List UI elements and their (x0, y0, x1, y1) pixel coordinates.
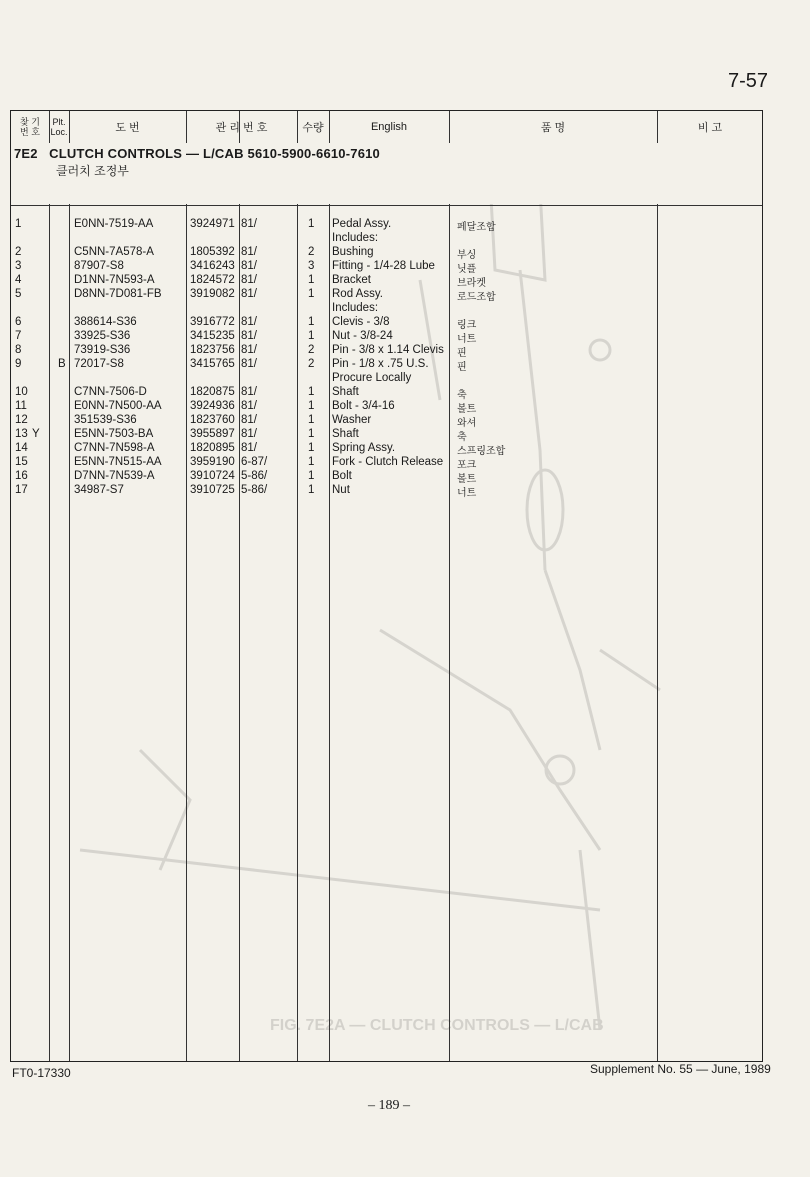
table-row (10, 456, 763, 470)
cell-date: 81/ (241, 246, 257, 258)
cell-date: 81/ (241, 400, 257, 412)
cell-idx: 5 (15, 288, 22, 300)
cell-part: C5NN-7A578-A (74, 246, 154, 258)
cell-qty: 3 (308, 260, 315, 272)
cell-english: Pin - 1/8 x .75 U.S. (332, 358, 429, 370)
cell-qty: 1 (308, 456, 315, 468)
supplement-note: Supplement No. 55 — June, 1989 (590, 1062, 771, 1076)
cell-mgmt: 1823760 (190, 414, 235, 426)
cell-part: D8NN-7D081-FB (74, 288, 162, 300)
cell-part: C7NN-7N598-A (74, 442, 155, 454)
header-mgmt-no: 관 리 번 호 (215, 122, 268, 134)
cell-english: Includes: (332, 232, 379, 244)
cell-date: 81/ (241, 260, 257, 272)
section-title (14, 146, 380, 161)
cell-english: Bracket (332, 274, 371, 286)
cell-date: 81/ (241, 428, 257, 440)
cell-idx: 8 (15, 344, 22, 356)
cell-qty: 1 (308, 330, 315, 342)
cell-date: 81/ (241, 316, 257, 328)
header-qty: 수량 (302, 122, 324, 134)
table-row (10, 386, 763, 400)
cell-mgmt: 3924971 (190, 218, 235, 230)
cell-mgmt: 3959190 (190, 456, 235, 468)
cell-mgmt: 3924936 (190, 400, 235, 412)
cell-english: Bolt (332, 470, 352, 482)
cell-korean: 볼트 (457, 404, 477, 415)
table-row (10, 344, 763, 358)
cell-english: Bolt - 3/4-16 (332, 400, 395, 412)
cell-date: 81/ (241, 274, 257, 286)
cell-idx: 13 (15, 428, 28, 440)
cell-part: 351539-S36 (74, 414, 137, 426)
table-row (10, 428, 763, 442)
cell-mgmt: 1823756 (190, 344, 235, 356)
cell-part: C7NN-7506-D (74, 386, 147, 398)
cell-qty: 1 (308, 288, 315, 300)
table-row (10, 372, 763, 386)
section-title-text: CLUTCH CONTROLS — L/CAB 5610-5900-6610-7610 (49, 146, 380, 161)
cell-korean: 와셔 (457, 418, 477, 429)
table-row (10, 400, 763, 414)
cell-korean: 로드조합 (457, 292, 496, 303)
cell-idx: 10 (15, 386, 28, 398)
cell-korean: 볼트 (457, 474, 477, 485)
table-row (10, 218, 763, 232)
cell-date: 5-86/ (241, 470, 268, 482)
table-row (10, 470, 763, 484)
cell-qty: 1 (308, 386, 315, 398)
cell-qty: 1 (308, 442, 315, 454)
cell-date: 6-87/ (241, 456, 268, 468)
cell-date: 81/ (241, 386, 257, 398)
cell-mgmt: 3416243 (190, 260, 235, 272)
cell-qty: 1 (308, 316, 315, 328)
cell-part: D7NN-7N539-A (74, 470, 155, 482)
cell-idx: 11 (15, 400, 27, 412)
cell-idx: 14 (15, 442, 28, 454)
cell-date: 81/ (241, 288, 257, 300)
cell-english: Fitting - 1/4-28 Lube (332, 260, 435, 272)
cell-english: Shaft (332, 386, 359, 398)
cell-idx: 2 (15, 246, 22, 258)
table-row (10, 316, 763, 330)
cell-part: 34987-S7 (74, 484, 124, 496)
cell-part: E0NN-7519-AA (74, 218, 154, 230)
cell-english: Fork - Clutch Release (332, 456, 444, 468)
cell-english: Clevis - 3/8 (332, 316, 390, 328)
cell-korean: 축 (457, 390, 467, 401)
cell-korean: 포크 (457, 460, 477, 471)
cell-mgmt: 3919082 (190, 288, 235, 300)
cell-mgmt: 1824572 (190, 274, 235, 286)
cell-part: E0NN-7N500-AA (74, 400, 162, 412)
page-number-top: 7-57 (728, 70, 769, 92)
cell-part: 73919-S36 (74, 344, 131, 356)
header-korean: 품 명 (540, 122, 566, 134)
cell-english: Procure Locally (332, 372, 412, 384)
cell-qty: 1 (308, 414, 315, 426)
header-english: English (370, 121, 408, 133)
cell-qty: 2 (308, 358, 315, 370)
cell-part: 388614-S36 (74, 316, 137, 328)
table-row (10, 302, 763, 316)
cell-english: Includes: (332, 302, 379, 314)
cell-qty: 2 (308, 246, 315, 258)
cell-english: Nut - 3/8-24 (332, 330, 393, 342)
cell-korean: 브라켓 (457, 278, 486, 289)
cell-date: 5-86/ (241, 484, 268, 496)
cell-qty: 2 (308, 344, 315, 356)
table-row (10, 288, 763, 302)
table-row (10, 274, 763, 288)
header-index: 찾 기 번 호 (20, 117, 40, 137)
cell-part: E5NN-7503-BA (74, 428, 154, 440)
cell-idx: 12 (15, 414, 28, 426)
cell-korean: 스프링조합 (457, 446, 506, 457)
cell-idx: 16 (15, 470, 28, 482)
cell-english: Washer (332, 414, 372, 426)
cell-idx: 17 (15, 484, 28, 496)
cell-part: E5NN-7N515-AA (74, 456, 162, 468)
cell-mgmt: 3415765 (190, 358, 235, 370)
section-subtitle: 클러치 조정부 (56, 164, 129, 178)
cell-loc: B (58, 358, 66, 370)
cell-date: 81/ (241, 358, 257, 370)
table-row (10, 232, 763, 246)
cell-part: D1NN-7N593-A (74, 274, 155, 286)
cell-mgmt: 1820895 (190, 442, 235, 454)
cell-qty: 1 (308, 400, 315, 412)
table-row (10, 330, 763, 344)
cell-date: 81/ (241, 414, 257, 426)
cell-korean: 링크 (457, 320, 477, 331)
cell-english: Pedal Assy. (332, 218, 392, 230)
table-row (10, 414, 763, 428)
cell-qty: 1 (308, 428, 315, 440)
header-part-no: 도 번 (115, 122, 140, 134)
cell-mgmt: 1820875 (190, 386, 235, 398)
table-row (10, 442, 763, 456)
page-number-bottom: – 189 – (368, 1098, 410, 1113)
cell-korean: 핀 (457, 348, 467, 359)
cell-qty: 1 (308, 470, 315, 482)
cell-korean: 너트 (457, 488, 477, 499)
section-code: 7E2 (14, 146, 38, 161)
cell-english: Spring Assy. (332, 442, 396, 454)
cell-date: 81/ (241, 344, 257, 356)
cell-qty: 1 (308, 484, 315, 496)
cell-english: Rod Assy. (332, 288, 383, 300)
cell-mgmt: 3916772 (190, 316, 235, 328)
cell-korean: 부싱 (457, 250, 477, 261)
cell-english: Nut (332, 484, 350, 496)
cell-mgmt: 3415235 (190, 330, 235, 342)
cell-mgmt: 1805392 (190, 246, 235, 258)
cell-date: 81/ (241, 330, 257, 342)
cell-qty: 1 (308, 218, 315, 230)
doc-code: FT0-17330 (12, 1066, 71, 1080)
cell-idx: 1 (15, 218, 22, 230)
cell-idx: 9 (15, 358, 22, 370)
cell-part: 87907-S8 (74, 260, 124, 272)
header-remarks: 비 고 (697, 122, 723, 134)
cell-korean: 축 (457, 432, 467, 443)
cell-flag: Y (32, 428, 40, 440)
cell-date: 81/ (241, 442, 257, 454)
cell-part: 33925-S36 (74, 330, 131, 342)
cell-qty: 1 (308, 274, 315, 286)
cell-part: 72017-S8 (74, 358, 124, 370)
table-row (10, 246, 763, 260)
table-row (10, 260, 763, 274)
cell-idx: 15 (15, 456, 28, 468)
cell-idx: 4 (15, 274, 22, 286)
cell-mgmt: 3910724 (190, 470, 235, 482)
table-row (10, 484, 763, 498)
cell-mgmt: 3955897 (190, 428, 235, 440)
cell-idx: 3 (15, 260, 22, 272)
cell-korean: 핀 (457, 362, 467, 373)
cell-date: 81/ (241, 218, 257, 230)
cell-korean: 너트 (457, 334, 477, 345)
diagram-caption: FIG. 7E2A — CLUTCH CONTROLS — L/CAB (270, 1017, 604, 1034)
cell-korean: 닛플 (457, 264, 477, 275)
cell-english: Pin - 3/8 x 1.14 Clevis (332, 344, 444, 356)
header-loc: Plt. Loc. (50, 117, 68, 137)
cell-mgmt: 3910725 (190, 484, 235, 496)
cell-idx: 6 (15, 316, 22, 328)
cell-idx: 7 (15, 330, 22, 342)
cell-english: Bushing (332, 246, 374, 258)
cell-english: Shaft (332, 428, 359, 440)
table-row (10, 358, 763, 372)
cell-korean: 페달조합 (457, 222, 496, 233)
